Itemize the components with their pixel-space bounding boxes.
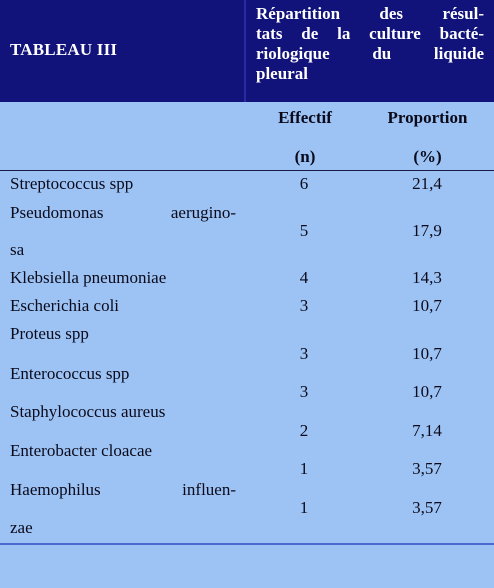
table-title-line: Répartition des résul- bbox=[256, 4, 484, 23]
row-effectif: 4 bbox=[299, 268, 309, 287]
table-title-line: tats de la culture bacté- bbox=[256, 24, 484, 43]
table-label: TABLEAU III bbox=[10, 40, 118, 59]
table-title bbox=[256, 4, 484, 84]
table-header bbox=[0, 0, 494, 102]
row-organism-name-cont: sa bbox=[10, 240, 25, 259]
row-organism-name: Streptococcus spp bbox=[10, 174, 134, 193]
row-proportion: 14,3 bbox=[412, 268, 442, 287]
row-effectif: 2 bbox=[299, 421, 309, 440]
row-organism-name: Escherichia coli bbox=[10, 296, 120, 315]
table-bottom-rule bbox=[0, 543, 494, 545]
header-rule bbox=[0, 170, 494, 171]
table-title-line: riologique du liquide bbox=[256, 44, 484, 63]
column-header-proportion: Proportion bbox=[387, 108, 468, 127]
row-proportion: 17,9 bbox=[412, 221, 442, 240]
row-proportion: 10,7 bbox=[412, 296, 442, 315]
column-header-effectif-unit: (n) bbox=[294, 147, 316, 166]
row-proportion: 7,14 bbox=[412, 421, 442, 440]
row-organism-name: Staphylococcus aureus bbox=[10, 402, 166, 421]
row-organism-name: Pseudomonas aerugino- bbox=[10, 203, 236, 222]
row-effectif: 5 bbox=[299, 221, 309, 240]
row-effectif: 1 bbox=[299, 498, 309, 517]
row-effectif: 6 bbox=[299, 174, 309, 193]
row-organism-name: Enterococcus spp bbox=[10, 364, 130, 383]
row-effectif: 1 bbox=[299, 459, 309, 478]
column-header-effectif: Effectif bbox=[278, 108, 332, 127]
row-proportion: 10,7 bbox=[412, 382, 442, 401]
row-proportion: 3,57 bbox=[412, 498, 442, 517]
column-header-proportion-unit: (%) bbox=[413, 147, 442, 166]
row-proportion: 21,4 bbox=[412, 174, 442, 193]
row-proportion: 3,57 bbox=[412, 459, 442, 478]
header-divider bbox=[244, 0, 246, 102]
row-effectif: 3 bbox=[299, 344, 309, 363]
row-proportion: 10,7 bbox=[412, 344, 442, 363]
row-organism-name: Proteus spp bbox=[10, 324, 89, 343]
table-title-line: pleural bbox=[256, 64, 308, 83]
row-organism-name-cont: zae bbox=[10, 518, 33, 537]
row-effectif: 3 bbox=[299, 296, 309, 315]
row-organism-name: Enterobacter cloacae bbox=[10, 441, 153, 460]
row-organism-name: Klebsiella pneumoniae bbox=[10, 268, 167, 287]
row-organism-name: Haemophilus influen- bbox=[10, 480, 236, 499]
row-effectif: 3 bbox=[299, 382, 309, 401]
